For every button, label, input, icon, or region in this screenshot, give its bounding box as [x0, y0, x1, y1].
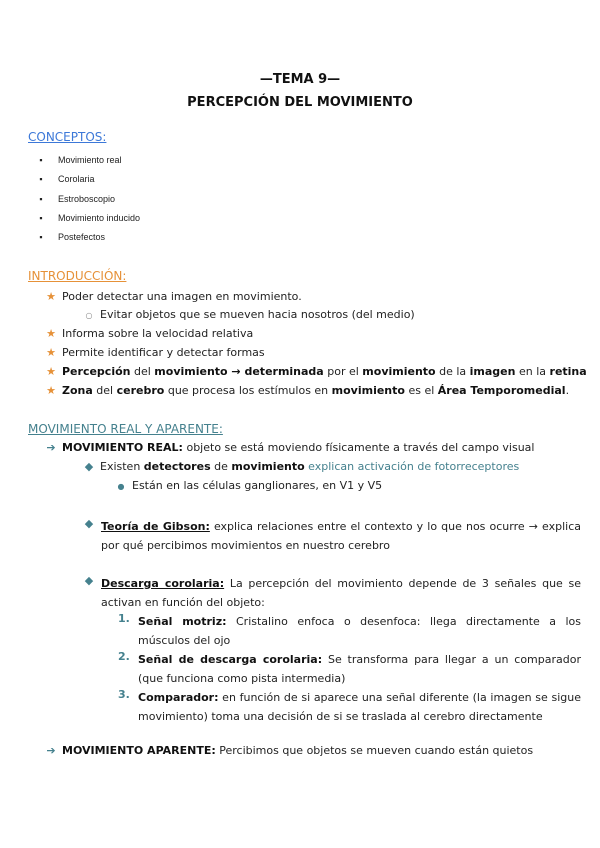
list-item [34, 211, 140, 225]
step-number [118, 612, 134, 626]
text-segment: La percepción del movimiento depende de 3 señales que se activan en función del objeto: [101, 577, 582, 609]
intro-heading: INTRODUCCIÓN: [28, 269, 127, 283]
doc-title: —TEMA 9— [259, 72, 341, 87]
text-segment: 1. [118, 612, 130, 625]
text-segment: de [210, 460, 232, 473]
step-item [138, 688, 581, 726]
star-icon: ★ [46, 346, 56, 359]
text-segment: Señal motriz: [138, 615, 227, 628]
text-segment: MOVIMIENTO APARENTE: [62, 744, 216, 757]
text-segment: Permite identificar y detectar formas [62, 346, 265, 359]
list-item [44, 346, 265, 360]
text-segment: detectores [143, 460, 211, 473]
text-segment: por el [323, 365, 363, 378]
star-icon: ★ [46, 327, 56, 340]
text-segment: que procesa los estímulos en [164, 384, 332, 397]
doc-subtitle: PERCEPCIÓN DEL MOVIMIENTO [187, 95, 413, 110]
text-segment: Señal de descarga corolaria: [138, 653, 323, 666]
text-segment: Percepción [62, 365, 131, 378]
star-icon: ★ [46, 290, 56, 303]
text-segment: de la [435, 365, 470, 378]
list-item [34, 192, 115, 206]
conceptos-heading: CONCEPTOS: [28, 130, 107, 144]
text-segment: Movimiento inducido [58, 213, 141, 223]
diamond-icon: ◆ [84, 574, 94, 587]
text-segment: Existen [100, 460, 144, 473]
list-item [34, 153, 122, 167]
text-segment: imagen [469, 365, 516, 378]
step-number [118, 650, 134, 664]
text-segment: en la [515, 365, 550, 378]
text-segment: cerebro [116, 384, 165, 397]
diamond-icon: ◆ [84, 517, 94, 530]
diamond-icon: ◆ [84, 460, 94, 473]
text-segment: retina [549, 365, 587, 378]
text-segment: . [565, 384, 570, 397]
star-icon: ★ [46, 384, 56, 397]
list-item [34, 172, 95, 186]
arrow-right-icon: ➔ [46, 441, 56, 454]
step-item [138, 612, 581, 650]
step-item [138, 650, 581, 688]
list-item [44, 365, 587, 379]
text-segment: 2. [118, 650, 130, 663]
list-item [44, 384, 569, 398]
step-number [118, 688, 134, 702]
list-item [44, 441, 534, 455]
list-item [82, 574, 100, 588]
dot-bullet-icon: ● [117, 482, 125, 491]
text-segment: Zona [62, 384, 93, 397]
text-segment: explica relaciones entre el contexto y lo que nos ocurre → explica por qué percibimos movimientos en nuestro cerebro [101, 520, 581, 552]
text-segment: movimiento [331, 384, 405, 397]
text-segment: explican activación de fotorreceptores [304, 460, 520, 473]
text-segment: Área Temporomedial [437, 384, 566, 397]
gibson-text [101, 517, 581, 555]
text-segment: movimiento [231, 460, 305, 473]
text-segment: Se transforma para llegar a un comparador (que funciona como pista intermedia) [138, 653, 581, 685]
text-segment: Descarga corolaria: [101, 577, 225, 590]
text-segment: Poder detectar una imagen en movimiento. [62, 290, 302, 303]
star-icon: ★ [46, 365, 56, 378]
list-item [114, 479, 382, 494]
square-bullet-icon: ▪ [39, 174, 43, 184]
list-item [82, 308, 415, 323]
text-segment: en función de si aparece una señal diferente (la imagen se sigue movimiento) toma una decisión de si se traslada al cerebro directamente [138, 691, 581, 723]
circle-bullet-icon: ○ [85, 311, 93, 320]
text-segment: objeto se está moviendo físicamente a través del campo visual [182, 441, 535, 454]
list-item [44, 327, 253, 341]
text-segment: Estroboscopio [58, 194, 116, 204]
text-segment: del [130, 365, 155, 378]
text-segment: Están en las células ganglionares, en V1 y V5 [132, 479, 383, 492]
text-segment: Informa sobre la velocidad relativa [62, 327, 254, 340]
text-segment: movimiento → determinada [154, 365, 324, 378]
square-bullet-icon: ▪ [39, 155, 43, 165]
text-segment: Corolaria [58, 174, 95, 184]
arrow-right-icon: ➔ [46, 744, 56, 757]
text-segment: Comparador: [138, 691, 219, 704]
list-item [34, 230, 105, 244]
text-segment: Movimiento real [58, 155, 122, 165]
movimiento-heading: MOVIMIENTO REAL Y APARENTE: [28, 422, 223, 436]
text-segment: Percibimos que objetos se mueven cuando están quietos [215, 744, 534, 757]
list-item [82, 460, 519, 474]
text-segment: del [92, 384, 117, 397]
text-segment: Teoría de Gibson: [101, 520, 210, 533]
square-bullet-icon: ▪ [39, 232, 43, 242]
list-item [82, 517, 100, 531]
text-segment: movimiento [362, 365, 436, 378]
text-segment: es el [404, 384, 438, 397]
list-item [44, 744, 533, 758]
descarga-text [101, 574, 581, 612]
list-item [44, 290, 302, 304]
text-segment: MOVIMIENTO REAL: [62, 441, 183, 454]
text-segment: Evitar objetos que se mueven hacia nosotros (del medio) [100, 308, 415, 321]
square-bullet-icon: ▪ [39, 213, 43, 223]
text-segment: Postefectos [58, 232, 106, 242]
square-bullet-icon: ▪ [39, 194, 43, 204]
text-segment: 3. [118, 688, 130, 701]
text-segment: Cristalino enfoca o desenfoca: llega directamente a los músculos del ojo [138, 615, 581, 647]
